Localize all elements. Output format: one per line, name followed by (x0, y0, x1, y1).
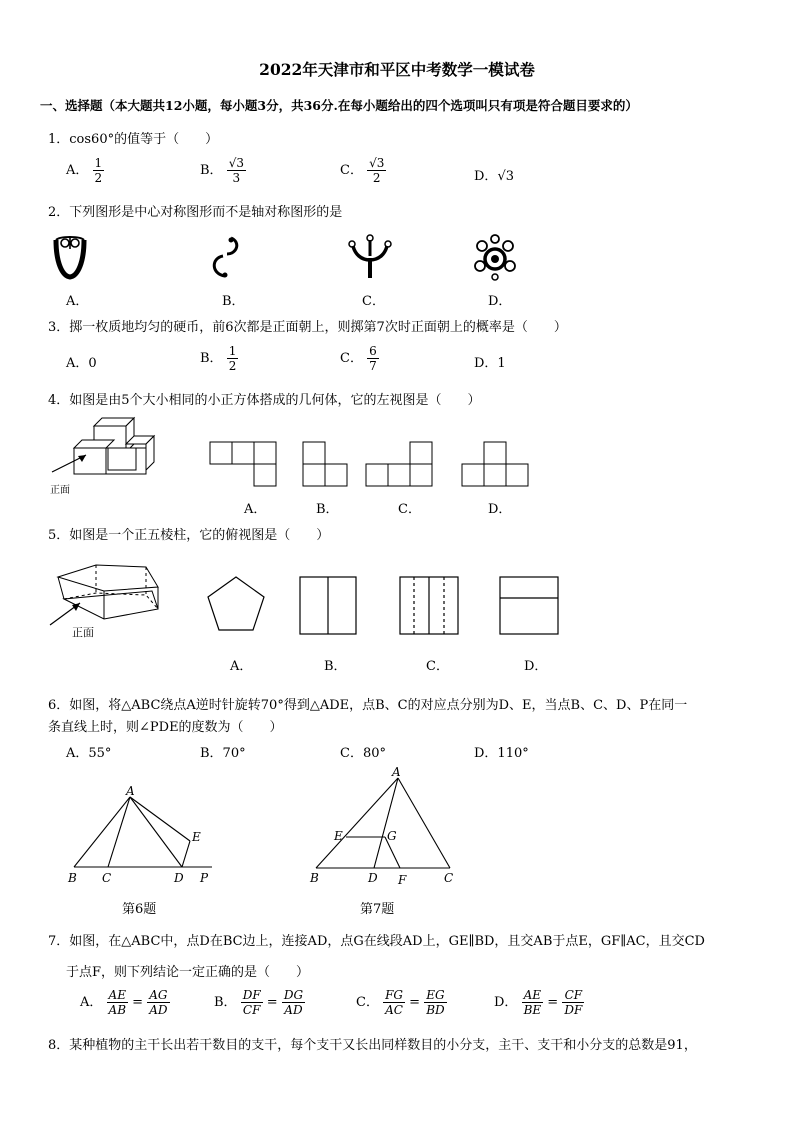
q7-option-a[interactable] (80, 988, 170, 1017)
q7-d-d2: DF (564, 1003, 583, 1017)
q5-front-label: 正面 (72, 626, 94, 639)
q4-d-square (506, 464, 528, 486)
page-title: 2022年天津市和平区中考数学一模试卷 (259, 60, 535, 79)
q4-d-square (484, 442, 506, 464)
q8-stem: 8．某种植物的主干长出若干数目的支干，每个支干又长出同样数目的小分支，主干、支干和小分支的总数是91， (48, 1038, 697, 1053)
q5-option-d[interactable]: D． (524, 659, 548, 674)
q7-figure (306, 766, 466, 890)
q7-label-d: D (368, 871, 378, 885)
q6-option-b[interactable]: B．70° (200, 746, 246, 761)
q3-b-label: B． (200, 351, 223, 366)
q1-option-b[interactable] (200, 156, 246, 185)
q4-option-d[interactable]: D． (488, 502, 512, 517)
q7-label-c: C (444, 871, 454, 885)
q1-a-denominator: 2 (94, 171, 103, 185)
q7-d-frac2 (562, 988, 584, 1017)
q4-options-figures (200, 438, 545, 490)
q6-label-a: A (126, 784, 135, 798)
q7-b-n2: DG (283, 988, 304, 1002)
q7-b-n1: DF (242, 988, 261, 1002)
q5-option-b[interactable]: B． (324, 659, 347, 674)
q3-c-denominator: 7 (369, 359, 377, 373)
q7-a-label: A． (80, 995, 103, 1010)
q6-caption: 第6题 (122, 902, 157, 917)
q1-d-label: D． (474, 169, 498, 184)
q4-b-square (303, 442, 325, 464)
q6-label-c: C (102, 871, 112, 885)
q6-figure (66, 785, 226, 890)
q2-figure-c-icon (345, 232, 395, 282)
q1-option-d[interactable] (474, 165, 514, 184)
q6-option-c[interactable]: C．80° (340, 746, 386, 761)
q7-b-label: B． (214, 995, 237, 1010)
q4-a-square (210, 442, 232, 464)
q6-label-d: D (174, 871, 184, 885)
q5-stem: 5．如图是一个正五棱柱，它的俯视图是（ ） (48, 528, 330, 543)
q1-b-fraction (227, 156, 246, 185)
q5-a-pentagon (208, 577, 264, 630)
q7-label-b: B (310, 871, 319, 885)
q3-c-fraction (367, 344, 379, 373)
q3-c-label: C． (340, 351, 363, 366)
q4-stem: 4．如图是由5个大小相同的小正方体搭成的几何体，它的左视图是（ ） (48, 393, 481, 408)
q1-c-label: C． (340, 163, 363, 178)
q6-line1: 6．如图，将△ABC绕点A逆时针旋转70°得到△ADE，点B、C的对应点分别为D、E，当点B、C、D、P在同一 (48, 698, 688, 713)
q1-d-value: √3 (497, 169, 514, 184)
q2-stem: 2．下列图形是中心对称图形而不是轴对称图形的是 (48, 205, 343, 220)
q1-b-denominator: 3 (232, 171, 241, 185)
q7-caption: 第7题 (360, 902, 395, 917)
q6-label-p: P (200, 871, 209, 885)
q1-b-numerator: √3 (228, 156, 244, 170)
q7-d-label: D． (494, 995, 518, 1010)
q7-c-frac2 (424, 988, 446, 1017)
q7-c-n1: FG (385, 988, 404, 1002)
q7-a-frac2 (147, 988, 169, 1017)
q7-a-n2: AG (147, 988, 169, 1003)
q3-option-d[interactable]: D．1 (474, 356, 506, 371)
q7-label-e: E (334, 829, 343, 843)
q2-option-a[interactable]: A． (66, 294, 89, 309)
q1-c-denominator: 2 (372, 171, 381, 185)
q7-a-eq: = (132, 995, 144, 1010)
q3-c-numerator: 6 (369, 344, 377, 358)
q1-a-label: A． (66, 163, 89, 178)
q4-option-a[interactable]: A． (244, 502, 267, 517)
q2-option-b[interactable]: B． (222, 294, 245, 309)
q7-a-n1: AE (107, 988, 128, 1003)
q7-d-d1: BE (523, 1003, 542, 1017)
q4-a-square (232, 442, 254, 464)
q1-a-fraction (93, 156, 105, 185)
q5-options-figures (200, 572, 570, 638)
q7-b-eq: = (266, 995, 278, 1010)
q7-d-eq: = (547, 995, 559, 1010)
q4-option-c[interactable]: C． (398, 502, 421, 517)
q7-c-eq: = (409, 995, 421, 1010)
q3-option-a[interactable]: A．0 (66, 356, 97, 371)
q7-label-a: A (392, 765, 401, 779)
q7-c-d2: BD (426, 1003, 445, 1017)
q7-line2: 于点F，则下列结论一定正确的是（ ） (66, 965, 310, 980)
q1-option-a[interactable] (66, 156, 104, 185)
q7-c-d1: AC (385, 1003, 403, 1017)
q1-a-numerator: 1 (94, 156, 103, 170)
q7-line1: 7．如图，在△ABC中，点D在BC边上，连接AD，点G在线段AD上，GE∥BD，且交AB于点E，GF∥AC，且交CD (48, 934, 705, 949)
q4-solid-figure (46, 412, 161, 492)
q7-option-d[interactable] (494, 988, 584, 1017)
q6-label-e: E (192, 830, 201, 844)
q4-d-square (462, 464, 484, 486)
q5-prism-figure (46, 555, 166, 635)
q7-c-n2: EG (424, 988, 446, 1003)
q5-option-c[interactable]: C． (426, 659, 449, 674)
q7-label-f: F (398, 873, 407, 887)
q2-option-d[interactable]: D． (488, 294, 512, 309)
q4-c-square (410, 464, 432, 486)
q6-option-d[interactable]: D．110° (474, 746, 529, 761)
q4-option-b[interactable]: B． (316, 502, 339, 517)
q7-c-label: C． (356, 995, 379, 1010)
q3-b-fraction (227, 344, 239, 373)
q2-figure-b-icon (205, 232, 245, 282)
q1-option-c[interactable] (340, 156, 386, 185)
q1-c-numerator: √3 (369, 156, 385, 170)
q7-label-g: G (387, 829, 397, 843)
q4-c-square (410, 442, 432, 464)
q4-a-square (254, 442, 276, 464)
q7-a-frac1 (107, 988, 128, 1017)
q7-option-c[interactable] (356, 988, 447, 1017)
q7-a-d2: AD (149, 1003, 168, 1017)
q7-option-b[interactable] (214, 988, 305, 1017)
section-heading: 一、选择题（本大题共12小题，每小题3分，共36分.在每小题给出的四个选项叫只有项是符合题目要求的） (40, 98, 638, 113)
q5-option-a[interactable]: A． (230, 659, 253, 674)
q7-b-d2: AD (284, 1003, 303, 1017)
q3-b-denominator: 2 (228, 359, 237, 373)
q4-b-square (325, 464, 347, 486)
q6-option-a[interactable]: A．55° (66, 746, 112, 761)
q7-d-frac1 (522, 988, 544, 1017)
q3-b-numerator: 1 (228, 344, 237, 358)
q7-b-d1: CF (242, 1003, 261, 1017)
q4-a-square (254, 464, 276, 486)
q2-figure-d-icon (470, 232, 520, 282)
q7-a-d1: AB (108, 1003, 127, 1017)
q6-label-b: B (68, 871, 77, 885)
q4-c-square (366, 464, 388, 486)
q2-figure-a-icon (50, 232, 90, 282)
q4-c-square (388, 464, 410, 486)
q3-stem: 3．掷一枚质地均匀的硬币，前6次都是正面朝上，则掷第7次时正面朝上的概率是（ ） (48, 320, 567, 335)
q1-stem: 1．cos60°的值等于（ ） (48, 132, 219, 147)
q7-d-n1: AE (522, 988, 544, 1003)
q7-d-n2: CF (562, 988, 584, 1003)
q3-option-b[interactable] (200, 344, 238, 373)
q7-b-frac2 (282, 988, 305, 1017)
q1-c-fraction (367, 156, 386, 185)
q5-d-rect (500, 577, 558, 634)
q4-d-square (484, 464, 506, 486)
q1-b-label: B． (200, 163, 223, 178)
q7-b-frac1 (241, 988, 263, 1017)
q4-front-label: 正面 (50, 485, 70, 496)
q7-c-frac1 (383, 988, 405, 1017)
q3-option-c[interactable] (340, 344, 379, 373)
q4-b-square (303, 464, 325, 486)
q2-option-c[interactable]: C． (362, 294, 385, 309)
q6-line2: 条直线上时，则∠PDE的度数为（ ） (48, 720, 283, 735)
